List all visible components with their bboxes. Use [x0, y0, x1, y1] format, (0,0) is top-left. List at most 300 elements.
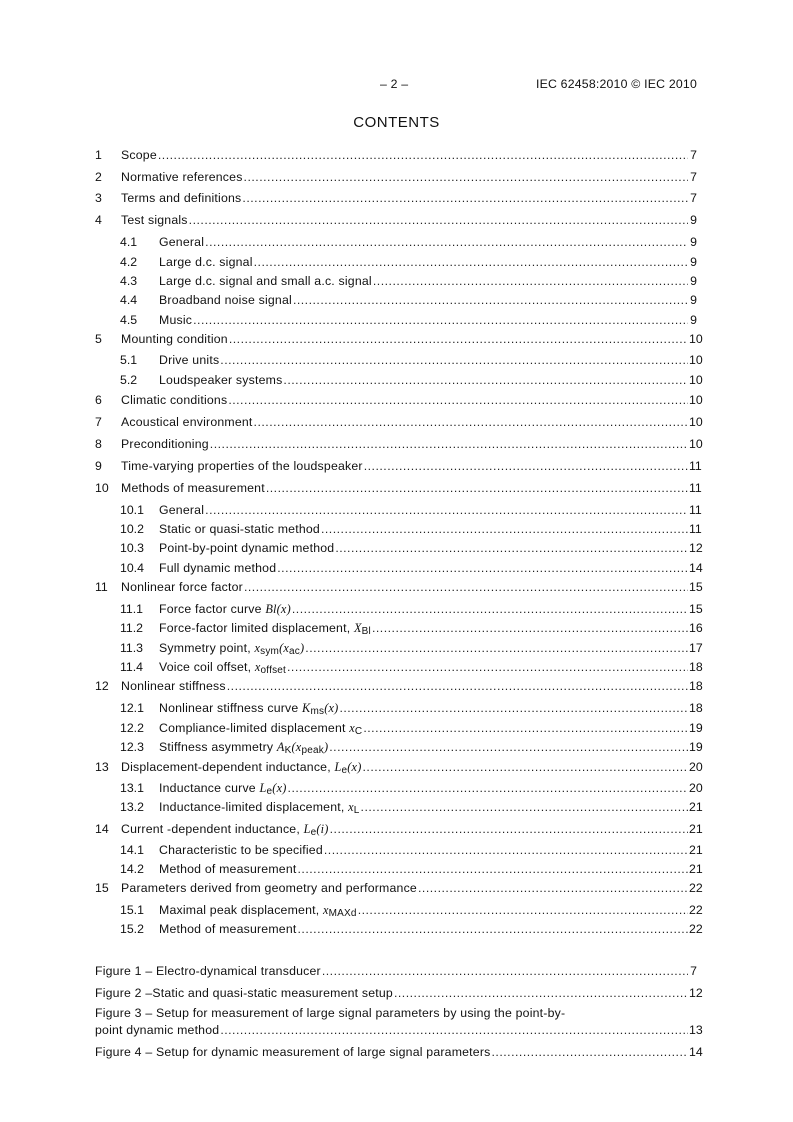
toc-entry-title	[121, 579, 243, 595]
toc-entry-text: Nonlinear stiffness curve	[159, 701, 303, 715]
toc-entry-number: 15.1	[120, 903, 144, 917]
toc-entry-text: Large d.c. signal	[159, 255, 253, 269]
toc-entry-title	[159, 799, 360, 819]
toc-entry-text: Method of measurement	[159, 862, 297, 876]
toc-entry-number: 13.2	[120, 800, 144, 814]
toc-entry-number: 7	[95, 415, 102, 429]
toc-entry-line	[159, 921, 703, 937]
toc-entry-page: 7	[690, 191, 697, 205]
toc-entry-page: 10	[689, 393, 703, 407]
toc-entry-line	[159, 372, 703, 388]
toc-entry[interactable]	[0, 254, 793, 270]
toc-entry[interactable]	[0, 331, 793, 347]
dot-leader	[330, 821, 688, 837]
toc-entry-number: 4.2	[120, 255, 138, 269]
toc-entry-number: 12	[95, 679, 109, 693]
toc-entry-title	[159, 254, 253, 270]
toc-entry-symbol: X	[353, 621, 362, 635]
toc-entry-title	[121, 436, 209, 452]
toc-entry-text: Loudspeaker systems	[159, 373, 283, 387]
dot-leader	[244, 169, 688, 185]
toc-entry-subscript: ms	[310, 706, 325, 717]
toc-entry-title	[159, 620, 371, 640]
dot-leader	[339, 700, 688, 716]
toc-entry[interactable]	[0, 480, 793, 496]
standard-reference: IEC 62458:2010 © IEC 2010	[535, 77, 697, 91]
toc-entry-subscript: e	[341, 765, 348, 776]
toc-entry[interactable]	[0, 720, 793, 736]
toc-entry-page: 10	[689, 373, 703, 387]
toc-entry[interactable]	[0, 902, 793, 918]
figure-entry-page: 12	[689, 986, 703, 1000]
toc-entry-page: 18	[689, 679, 703, 693]
page-number: – 2 –	[380, 77, 409, 91]
toc-entry-line	[121, 759, 703, 779]
page-title: CONTENTS	[353, 114, 440, 131]
toc-entry[interactable]	[0, 169, 793, 185]
toc-entry-page: 16	[689, 621, 703, 635]
toc-entry-page: 15	[689, 602, 703, 616]
toc-entry-text: Methods of measurement	[121, 481, 265, 495]
toc-entry-title	[159, 700, 338, 720]
toc-entry[interactable]	[0, 292, 793, 308]
toc-entry-line	[121, 190, 697, 206]
toc-entry-symbol: K	[302, 701, 311, 715]
toc-entry-symbol: x	[348, 800, 354, 814]
toc-entry-subscript: e	[310, 827, 317, 838]
toc-entry-text: Mounting condition	[121, 332, 228, 346]
toc-entry-line	[121, 169, 697, 185]
toc-entry-text: Scope	[121, 148, 157, 162]
toc-entry-number: 11.2	[120, 621, 144, 635]
dot-leader	[364, 458, 688, 474]
toc-entry-symbol: L	[259, 781, 267, 795]
toc-entry-title	[159, 902, 357, 922]
toc-entry-symbol: x	[322, 903, 329, 917]
toc-entry[interactable]	[0, 921, 793, 937]
toc-entry[interactable]	[0, 502, 793, 518]
figure-entry-page: 13	[689, 1023, 703, 1037]
dot-leader	[394, 985, 688, 1001]
dot-leader	[254, 254, 688, 270]
toc-entry-page: 10	[689, 332, 703, 346]
dot-leader	[242, 190, 688, 206]
figure-entry[interactable]	[0, 1022, 793, 1038]
figure-entry-title: Figure 4 – Setup for dynamic measurement of large signal parameters	[95, 1045, 491, 1059]
dot-leader	[288, 780, 688, 796]
toc-entry-title	[159, 234, 204, 250]
toc-entry-page: 22	[689, 881, 703, 895]
toc-entry-text: Force-factor limited displacement,	[159, 621, 354, 635]
toc-entry-text: Inductance-limited displacement,	[159, 800, 349, 814]
toc-entry-number: 6	[95, 393, 102, 407]
dot-leader	[277, 560, 688, 576]
toc-entry-line	[121, 392, 703, 408]
toc-entry-page: 19	[689, 721, 703, 735]
toc-entry-number: 4.4	[120, 293, 138, 307]
toc-entry-text: Maximal peak displacement,	[159, 903, 323, 917]
toc-entry[interactable]	[0, 759, 793, 775]
toc-entry-page: 21	[689, 822, 703, 836]
figure-entry-line	[95, 985, 703, 1001]
toc-entry-symbol: x	[254, 660, 261, 674]
toc-entry-page: 12	[689, 541, 703, 555]
toc-entry-number: 10.4	[120, 561, 144, 575]
dot-leader	[220, 1022, 688, 1038]
toc-entry-number: 12.1	[120, 701, 144, 715]
toc-entry-line	[159, 521, 702, 537]
toc-entry-text: Terms and definitions	[121, 191, 242, 205]
toc-entry-text: Symmetry point,	[159, 641, 255, 655]
dot-leader	[205, 502, 688, 518]
figure-entry-page: 14	[689, 1045, 703, 1059]
toc-entry[interactable]	[0, 640, 793, 656]
toc-entry-title	[159, 312, 192, 328]
toc-entry-number: 5.2	[120, 373, 138, 387]
toc-entry-subscript: C	[354, 726, 363, 737]
toc-entry-text: Current -dependent inductance,	[121, 822, 304, 836]
toc-entry[interactable]	[0, 700, 793, 716]
dot-leader	[324, 842, 688, 858]
dot-leader	[287, 659, 688, 675]
toc-entry[interactable]	[0, 312, 793, 328]
toc-entry-symbol: Bl(x)	[265, 602, 291, 616]
toc-entry-title	[159, 640, 304, 660]
toc-entry-page: 10	[689, 415, 703, 429]
toc-entry-page: 7	[690, 170, 697, 184]
toc-entry-line	[159, 902, 703, 922]
toc-entry-text: Displacement-dependent inductance,	[121, 760, 335, 774]
toc-entry-subscript: Bl	[361, 626, 371, 637]
toc-entry-number: 11	[95, 580, 108, 594]
toc-entry-text: Voice coil offset,	[159, 660, 255, 674]
toc-entry-line	[121, 414, 703, 430]
dot-leader	[305, 640, 688, 656]
toc-entry[interactable]	[0, 861, 793, 877]
toc-entry-number: 13	[95, 760, 109, 774]
toc-entry[interactable]	[0, 392, 793, 408]
toc-entry-page: 15	[689, 580, 703, 594]
toc-entry-symbol: x	[349, 721, 355, 735]
toc-entry-title	[159, 861, 296, 877]
toc-entry-title	[121, 480, 265, 496]
toc-entry-line	[159, 234, 697, 250]
toc-entry-title	[159, 842, 323, 858]
toc-entry-subscript: sym	[260, 646, 280, 657]
dot-leader	[297, 861, 688, 877]
toc-entry-text: Force factor curve	[159, 602, 266, 616]
page-header	[0, 77, 793, 93]
toc-entry-page: 21	[689, 843, 703, 857]
toc-entry-title	[159, 292, 292, 308]
toc-entry[interactable]	[0, 601, 793, 617]
toc-entry-number: 15	[95, 881, 109, 895]
toc-entry-title	[121, 821, 329, 841]
dot-leader	[229, 331, 688, 347]
toc-entry-line	[159, 842, 703, 858]
toc-entry-title	[121, 147, 157, 163]
toc-entry-page: 7	[690, 148, 697, 162]
toc-entry-page: 22	[689, 922, 703, 936]
toc-entry[interactable]	[0, 821, 793, 837]
toc-entry-number: 1	[95, 148, 102, 162]
toc-entry-number: 10.2	[120, 522, 144, 536]
toc-entry-number: 5.1	[120, 353, 138, 367]
toc-entry-line	[159, 640, 703, 660]
toc-entry-title	[159, 502, 204, 518]
figure-entry[interactable]	[0, 963, 793, 979]
toc-entry-page: 9	[690, 213, 697, 227]
dot-leader	[189, 212, 688, 228]
toc-entry-title	[121, 414, 253, 430]
toc-entry-title	[121, 759, 362, 779]
dot-leader	[372, 620, 688, 636]
toc-entry-text: Full dynamic method	[159, 561, 277, 575]
toc-entry-line	[159, 352, 703, 368]
toc-entry-title	[159, 372, 282, 388]
toc-entry-page: 18	[689, 660, 703, 674]
toc-entry-line	[159, 273, 697, 289]
toc-entry-page: 17	[689, 641, 703, 655]
toc-entry-subscript: L	[353, 805, 360, 816]
toc-entry-title	[121, 678, 226, 694]
toc-entry-title	[159, 540, 334, 556]
toc-entry-page: 20	[689, 760, 703, 774]
toc-entry-line	[159, 720, 703, 740]
toc-entry-number: 10.3	[120, 541, 144, 555]
toc-entry-symbol: x	[254, 641, 261, 655]
toc-entry-page: 9	[690, 293, 697, 307]
toc-entry-page: 10	[689, 437, 703, 451]
toc-entry-line	[159, 540, 703, 556]
toc-entry-title	[159, 921, 296, 937]
toc-entry-symbol: )	[299, 641, 305, 655]
toc-entry-subscript: offset	[260, 665, 287, 676]
toc-entry-symbol: (x	[279, 641, 290, 655]
toc-entry-text: Nonlinear force factor	[121, 580, 243, 594]
toc-entry-number: 9	[95, 459, 102, 473]
toc-entry-page: 19	[689, 740, 703, 754]
toc-entry[interactable]	[0, 190, 793, 206]
toc-entry-number: 10.1	[120, 503, 144, 517]
toc-entry[interactable]	[0, 273, 793, 289]
toc-entry-line	[159, 799, 703, 819]
toc-entry-line	[159, 292, 697, 308]
toc-entry-number: 12.3	[120, 740, 144, 754]
dot-leader	[210, 436, 688, 452]
figure-entry-line	[95, 963, 697, 979]
toc-entry-text: Drive units	[159, 353, 220, 367]
toc-entry-line	[121, 331, 703, 347]
toc-entry-page: 10	[689, 353, 703, 367]
dot-leader	[266, 480, 688, 496]
toc-entry-text: Time-varying properties of the loudspeaker	[121, 459, 363, 473]
toc-entry-text: Test signals	[121, 213, 188, 227]
toc-entry-line	[121, 147, 697, 163]
toc-entry-page: 9	[690, 255, 697, 269]
dot-leader	[418, 880, 688, 896]
toc-entry-line	[159, 739, 703, 759]
toc-entry-text: Characteristic to be specified	[159, 843, 323, 857]
figure-entry-title: point dynamic method	[95, 1023, 220, 1037]
toc-entry-text: Inductance curve	[159, 781, 260, 795]
toc-entry-line	[159, 780, 703, 800]
toc-entry-title	[159, 720, 362, 740]
toc-entry[interactable]	[0, 414, 793, 430]
toc-entry-page: 11	[689, 459, 702, 473]
toc-entry-symbol: (x)	[324, 701, 339, 715]
toc-entry-page: 11	[689, 522, 702, 536]
toc-entry-page: 9	[690, 313, 697, 327]
toc-entry-text: General	[159, 503, 205, 517]
toc-entry[interactable]	[0, 780, 793, 796]
toc-entry-number: 4.3	[120, 274, 138, 288]
toc-entry-number: 3	[95, 191, 102, 205]
toc-entry-symbol: (x)	[347, 760, 362, 774]
toc-entry[interactable]	[0, 842, 793, 858]
toc-entry-symbol: (i)	[316, 822, 329, 836]
toc-entry-line	[159, 502, 702, 518]
toc-entry-number: 8	[95, 437, 102, 451]
toc-entry-page: 11	[689, 503, 702, 517]
toc-entry-symbol: L	[334, 760, 342, 774]
dot-leader	[321, 521, 688, 537]
toc-entry-text: Method of measurement	[159, 922, 297, 936]
toc-entry-title	[121, 392, 227, 408]
toc-entry-number: 14.1	[120, 843, 144, 857]
toc-entry-text: General	[159, 235, 205, 249]
toc-entry-line	[121, 579, 703, 595]
toc-entry[interactable]	[0, 620, 793, 636]
toc-entry-number: 11.1	[120, 602, 144, 616]
toc-entry-page: 22	[689, 903, 703, 917]
toc-entry-line	[121, 821, 703, 841]
toc-entry-subscript: K	[284, 745, 292, 756]
toc-entry-text: Point-by-point dynamic method	[159, 541, 335, 555]
toc-entry-number: 10	[95, 481, 109, 495]
toc-entry-text: Static or quasi-static method	[159, 522, 320, 536]
toc-entry[interactable]	[0, 458, 793, 474]
toc-entry-symbol: (x	[291, 740, 302, 754]
toc-entry-subscript: ac	[289, 646, 300, 657]
toc-entry-line	[159, 254, 697, 270]
toc-entry-line	[159, 620, 703, 640]
toc-entry-page: 20	[689, 781, 703, 795]
toc-entry-text: Broadband noise signal	[159, 293, 292, 307]
toc-entry-symbol: )	[323, 740, 329, 754]
toc-entry-page: 11	[689, 481, 702, 495]
toc-entry[interactable]	[0, 212, 793, 228]
toc-entry-title	[121, 331, 228, 347]
toc-entry-number: 11.3	[120, 641, 144, 655]
toc-entry-title	[121, 169, 243, 185]
toc-entry[interactable]	[0, 678, 793, 694]
toc-entry-text: Large d.c. signal and small a.c. signal	[159, 274, 372, 288]
dot-leader	[293, 292, 688, 308]
toc-entry-title	[159, 780, 287, 800]
toc-entry[interactable]	[0, 799, 793, 815]
figure-entry[interactable]	[0, 1044, 793, 1060]
toc-entry[interactable]	[0, 659, 793, 675]
toc-entry-number: 14.2	[120, 862, 144, 876]
toc-entry[interactable]	[0, 352, 793, 368]
toc-entry-page: 9	[690, 235, 697, 249]
toc-entry-symbol: (x)	[272, 781, 287, 795]
dot-leader	[491, 1044, 688, 1060]
figure-entry-line	[95, 1044, 703, 1060]
toc-entry[interactable]	[0, 540, 793, 556]
toc-entry-number: 13.1	[120, 781, 144, 795]
toc-entry[interactable]	[0, 234, 793, 250]
toc-entry-number: 12.2	[120, 721, 144, 735]
toc-entry-title	[159, 521, 320, 537]
toc-entry[interactable]	[0, 372, 793, 388]
toc-entry-title	[159, 739, 328, 759]
toc-entry-line	[121, 458, 702, 474]
toc-entry-subscript: peak	[301, 745, 324, 756]
toc-entry-title	[159, 560, 276, 576]
toc-entry-line	[159, 601, 703, 617]
toc-entry[interactable]	[0, 560, 793, 576]
figure-entry-first-line: Figure 3 – Setup for measurement of large signal parameters by using the point-by-	[95, 1006, 566, 1020]
toc-entry-number: 4.5	[120, 313, 138, 327]
toc-entry-line	[159, 861, 703, 877]
figure-entry[interactable]	[0, 985, 793, 1001]
dot-leader	[254, 414, 688, 430]
toc-entry-text: Normative references	[121, 170, 243, 184]
dot-leader	[329, 739, 688, 755]
toc-entry[interactable]	[0, 579, 793, 595]
dot-leader	[244, 579, 688, 595]
toc-entry-text: Stiffness asymmetry	[159, 740, 277, 754]
toc-entry[interactable]	[0, 436, 793, 452]
toc-entry-line	[121, 212, 697, 228]
toc-entry-subscript: e	[266, 786, 273, 797]
toc-entry[interactable]	[0, 880, 793, 896]
dot-leader	[193, 312, 688, 328]
toc-entry-text: Acoustical environment	[121, 415, 253, 429]
toc-entry-number: 11.4	[120, 660, 144, 674]
toc-entry-line	[159, 312, 697, 328]
dot-leader	[358, 902, 688, 918]
toc-entry-number: 2	[95, 170, 102, 184]
toc-entry-text: Climatic conditions	[121, 393, 228, 407]
dot-leader	[335, 540, 688, 556]
toc-entry-text: Compliance-limited displacement	[159, 721, 350, 735]
dot-leader	[363, 720, 688, 736]
dot-leader	[363, 759, 688, 775]
toc-entry-title	[121, 190, 241, 206]
toc-entry-line	[121, 480, 702, 496]
toc-entry-line	[159, 560, 703, 576]
dot-leader	[297, 921, 688, 937]
toc-entry-number: 15.2	[120, 922, 144, 936]
dot-leader	[373, 273, 688, 289]
toc-entry[interactable]	[0, 521, 793, 537]
toc-entry-line	[159, 700, 703, 720]
toc-entry[interactable]	[0, 739, 793, 755]
dot-leader	[292, 601, 688, 617]
toc-entry-number: 5	[95, 332, 102, 346]
toc-entry-text: Music	[159, 313, 193, 327]
dot-leader	[205, 234, 688, 250]
toc-entry-line	[121, 678, 703, 694]
toc-entry-page: 21	[689, 862, 703, 876]
toc-entry[interactable]	[0, 147, 793, 163]
toc-entry-page: 21	[689, 800, 703, 814]
toc-entry-symbol: A	[276, 740, 285, 754]
toc-entry-text: Nonlinear stiffness	[121, 679, 226, 693]
